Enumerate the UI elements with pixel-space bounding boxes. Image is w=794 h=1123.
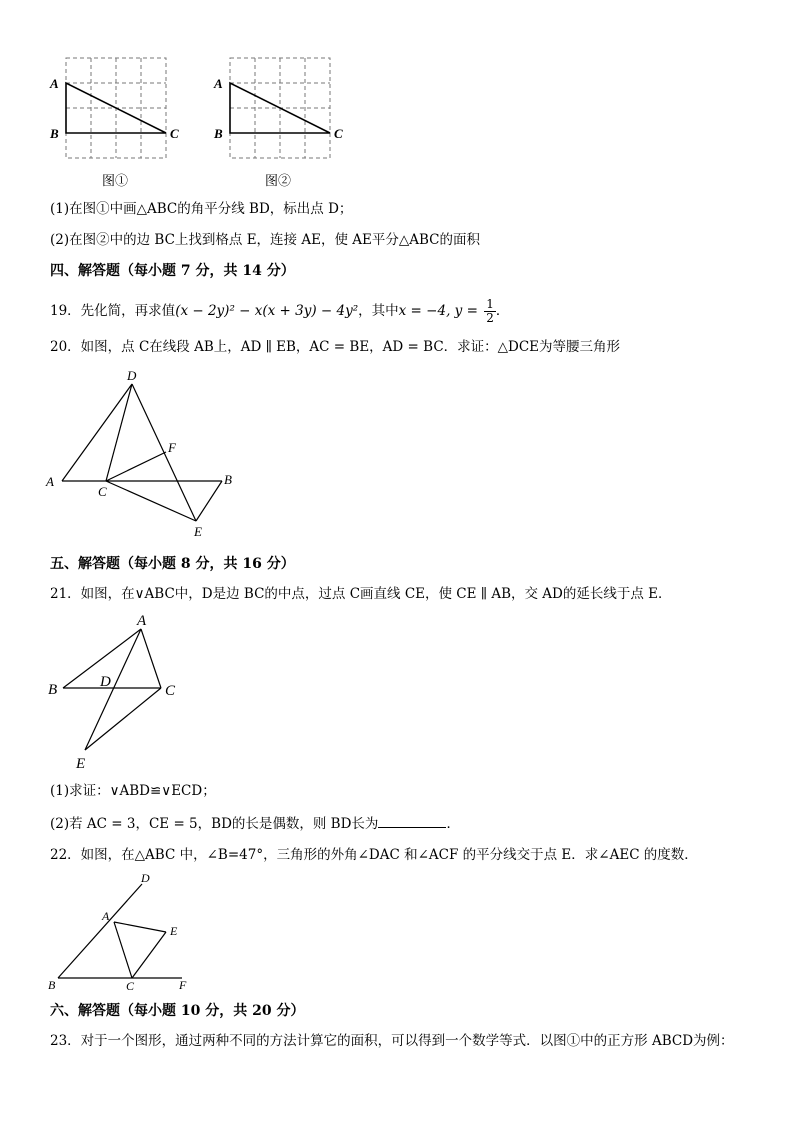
section-5-heading: 五、解答题（每小题 8 分，共 16 分） xyxy=(50,556,295,572)
q21-text: 21．如图，在∨ABC中，D是边 BC的中点，过点 C画直线 CE，使 CE ∥ AB，交 AD的延长线于点 E． xyxy=(50,586,672,602)
point-label-d: D xyxy=(127,368,137,383)
point-label-e: E xyxy=(76,756,86,772)
point-label-c: C xyxy=(126,979,135,993)
q19-mid: ，其中 xyxy=(358,303,399,319)
q23-text: 23．对于一个图形，通过两种不同的方法计算它的面积，可以得到一个数学等式．以图①中的正方形 ABCD为例： xyxy=(50,1033,734,1049)
figure-1-caption: 图① xyxy=(102,174,129,189)
point-label-b: B xyxy=(214,126,223,141)
q21-part-2-end: ． xyxy=(446,816,460,832)
q18-part-2: (2)在图②中的边 BC上找到格点 E，连接 AE，使 AE平分△ABC的面积 xyxy=(50,232,480,248)
q19-frac-denominator: 2 xyxy=(486,311,494,325)
point-label-d: D xyxy=(141,871,150,885)
point-label-a: A xyxy=(137,613,147,629)
q22-figure xyxy=(44,868,204,994)
figure-2-caption: 图② xyxy=(265,174,292,189)
point-label-c: C xyxy=(170,126,179,141)
q20-figure xyxy=(44,366,244,542)
point-label-a: A xyxy=(50,76,59,91)
q19-fraction xyxy=(484,298,496,325)
q18-part-1: (1)在图①中画△ABC的角平分线 BD，标出点 D； xyxy=(50,201,353,217)
figure-1-grid xyxy=(44,52,194,164)
point-label-a: A xyxy=(46,474,54,489)
q21-part-2-text: (2)若 AC = 3，CE = 5，BD的长是偶数，则 BD长为 xyxy=(50,816,379,832)
point-label-b: B xyxy=(224,472,232,487)
point-label-c: C xyxy=(334,126,343,141)
point-label-a: A xyxy=(102,909,110,923)
point-label-c: C xyxy=(165,683,176,699)
point-label-c: C xyxy=(98,484,107,499)
point-label-e: E xyxy=(194,524,202,539)
q19-condition: x = −4, y = xyxy=(398,303,478,319)
q19-end: ． xyxy=(495,303,510,319)
point-label-b: B xyxy=(50,126,59,141)
section-6-heading: 六、解答题（每小题 10 分，共 20 分） xyxy=(50,1003,305,1019)
answer-blank[interactable] xyxy=(378,813,446,828)
figure-2-grid xyxy=(208,52,358,164)
point-label-f: F xyxy=(179,978,187,992)
q19-expression: (x − 2y)² − x(x + 3y) − 4y² xyxy=(175,303,359,319)
q19-frac-numerator: 1 xyxy=(486,297,494,311)
point-label-f: F xyxy=(168,440,176,455)
section-4-heading: 四、解答题（每小题 7 分，共 14 分） xyxy=(50,263,295,279)
q19-text xyxy=(50,298,509,325)
q19-intro: 19．先化简，再求值 xyxy=(50,303,176,319)
q21-part-1: (1)求证：∨ABD≌∨ECD； xyxy=(50,783,216,799)
q21-figure xyxy=(44,610,194,774)
q22-text: 22．如图，在△ABC 中，∠B=47°，三角形的外角∠DAC 和∠ACF 的平分线交于点 E．求∠AEC 的度数． xyxy=(50,847,698,863)
point-label-d: D xyxy=(100,674,111,690)
q20-text: 20．如图，点 C在线段 AB上，AD ∥ EB，AC = BE，AD = BC．求证：△DCE为等腰三角形 xyxy=(50,339,621,355)
point-label-e: E xyxy=(170,924,178,938)
point-label-a: A xyxy=(214,76,223,91)
q21-part-2 xyxy=(50,813,460,834)
point-label-b: B xyxy=(48,682,58,698)
point-label-b: B xyxy=(48,978,56,992)
